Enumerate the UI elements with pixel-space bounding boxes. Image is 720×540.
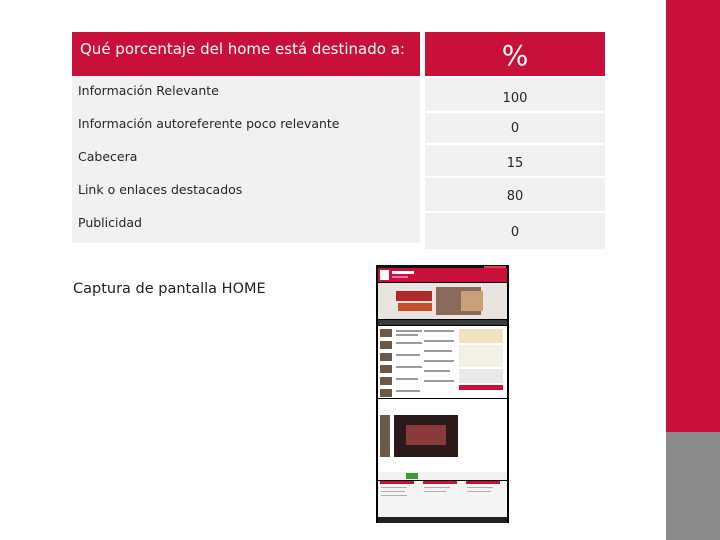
site-menu-bar	[378, 320, 507, 325]
site-widget-box	[459, 345, 503, 367]
site-footer-line	[381, 495, 407, 496]
site-footer-line	[424, 491, 446, 492]
screenshot-caption: Captura de pantalla HOME	[73, 281, 266, 297]
site-hero-photo-detail	[461, 291, 483, 311]
site-text-line	[424, 350, 452, 352]
site-widget-box	[459, 369, 503, 383]
site-footer-line	[424, 487, 450, 488]
site-logo	[380, 270, 389, 280]
site-news-thumb	[380, 341, 392, 349]
site-logos-strip	[378, 472, 507, 480]
site-news-thumb	[380, 389, 392, 397]
row-value: 0	[425, 211, 605, 249]
site-footer-heading	[466, 481, 500, 484]
site-news-thumb	[380, 377, 392, 385]
site-text-line	[424, 380, 454, 382]
site-footer-line	[467, 491, 491, 492]
site-gallery-strip	[380, 415, 390, 457]
site-hero-banner	[396, 291, 432, 301]
row-value: 100	[425, 76, 605, 111]
site-text-line	[396, 342, 422, 344]
row-label: Link o enlaces destacados	[72, 175, 420, 208]
site-text-line	[396, 334, 418, 336]
percent-table	[425, 32, 605, 249]
question-table	[72, 32, 420, 243]
site-footer-heading	[423, 481, 457, 484]
site-hero-banner-sub	[398, 303, 432, 311]
site-text-line	[424, 340, 454, 342]
site-news-thumb	[380, 329, 392, 337]
site-text-line	[424, 360, 454, 362]
site-news-thumb	[380, 353, 392, 361]
site-footer-line	[381, 491, 405, 492]
row-label: Información autoreferente poco relevante	[72, 109, 420, 142]
question-header: Qué porcentaje del home está destinado a:	[72, 32, 420, 76]
site-footer-line	[467, 487, 493, 488]
site-widget-box	[459, 329, 503, 343]
home-screenshot-image	[376, 265, 509, 523]
site-footer-bottom	[378, 517, 507, 523]
site-text-line	[396, 330, 422, 332]
row-label: Cabecera	[72, 142, 420, 175]
site-text-line	[396, 366, 422, 368]
percent-header: %	[425, 32, 605, 76]
site-text-line	[396, 378, 418, 380]
site-news-thumb	[380, 365, 392, 373]
side-accent-bar	[666, 0, 720, 432]
side-gray-bar	[666, 432, 720, 540]
site-footer-heading	[380, 481, 414, 484]
site-text-line	[396, 390, 420, 392]
row-label: Información Relevante	[72, 76, 420, 109]
site-text-line	[424, 330, 454, 332]
site-footer-line	[381, 487, 407, 488]
site-logo-subtext	[392, 276, 408, 278]
site-text-line	[424, 370, 450, 372]
row-value: 15	[425, 143, 605, 176]
site-text-line	[396, 354, 420, 356]
row-label: Publicidad	[72, 208, 420, 243]
site-sponsor-logo	[406, 473, 418, 479]
site-logo-text	[392, 271, 414, 274]
row-value: 80	[425, 176, 605, 211]
site-widget-bar	[459, 385, 503, 390]
row-value: 0	[425, 111, 605, 143]
site-gallery-photo-detail	[406, 425, 446, 445]
